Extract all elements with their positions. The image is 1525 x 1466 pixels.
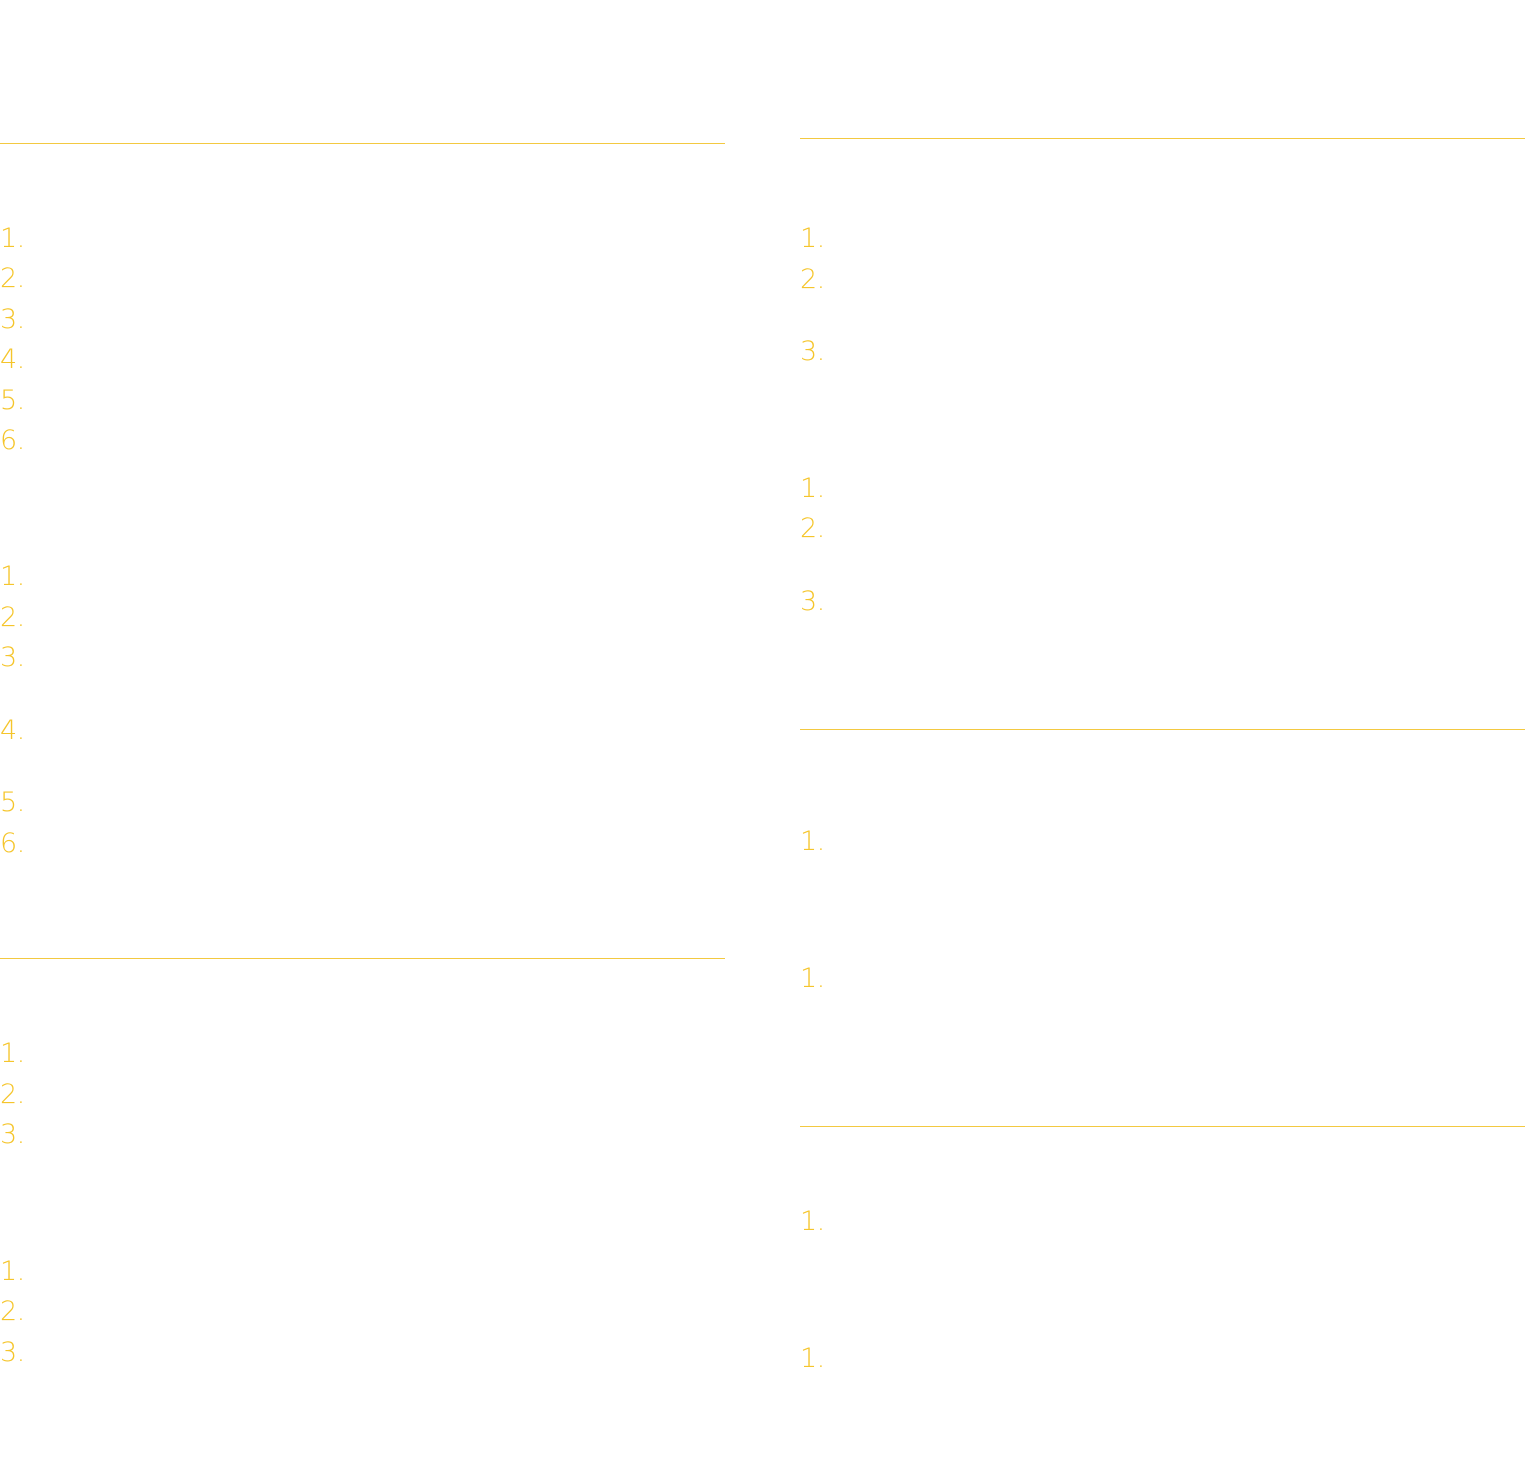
list-number: 3. [0,1119,25,1150]
list-number: 4. [0,344,25,375]
list-number: 2. [0,1079,25,1110]
section-divider [800,1126,1525,1127]
right-column [800,0,1525,1466]
list-number: 5. [0,385,25,416]
list-number: 3. [0,1337,25,1368]
list-number: 1. [800,1343,825,1374]
list-number: 1. [0,223,25,254]
list-number: 1. [800,1206,825,1237]
list-number: 1. [800,963,825,994]
list-number: 3. [0,304,25,335]
list-number: 1. [0,1038,25,1069]
list-number: 1. [800,223,825,254]
list-number: 1. [800,826,825,857]
section-divider [800,729,1525,730]
list-number: 2. [800,513,825,544]
list-number: 6. [0,828,25,859]
list-number: 1. [0,1256,25,1287]
list-number: 2. [0,263,25,294]
list-number: 3. [0,642,25,673]
list-number: 1. [800,473,825,504]
list-number: 5. [0,787,25,818]
left-column [0,0,725,1466]
list-number: 1. [0,561,25,592]
section-divider [0,143,725,144]
section-divider [0,958,725,959]
list-number: 3. [800,586,825,617]
list-number: 2. [0,602,25,633]
section-divider [800,138,1525,139]
list-number: 2. [800,264,825,295]
list-number: 3. [800,336,825,367]
list-number: 4. [0,715,25,746]
list-number: 6. [0,425,25,456]
list-number: 2. [0,1296,25,1327]
